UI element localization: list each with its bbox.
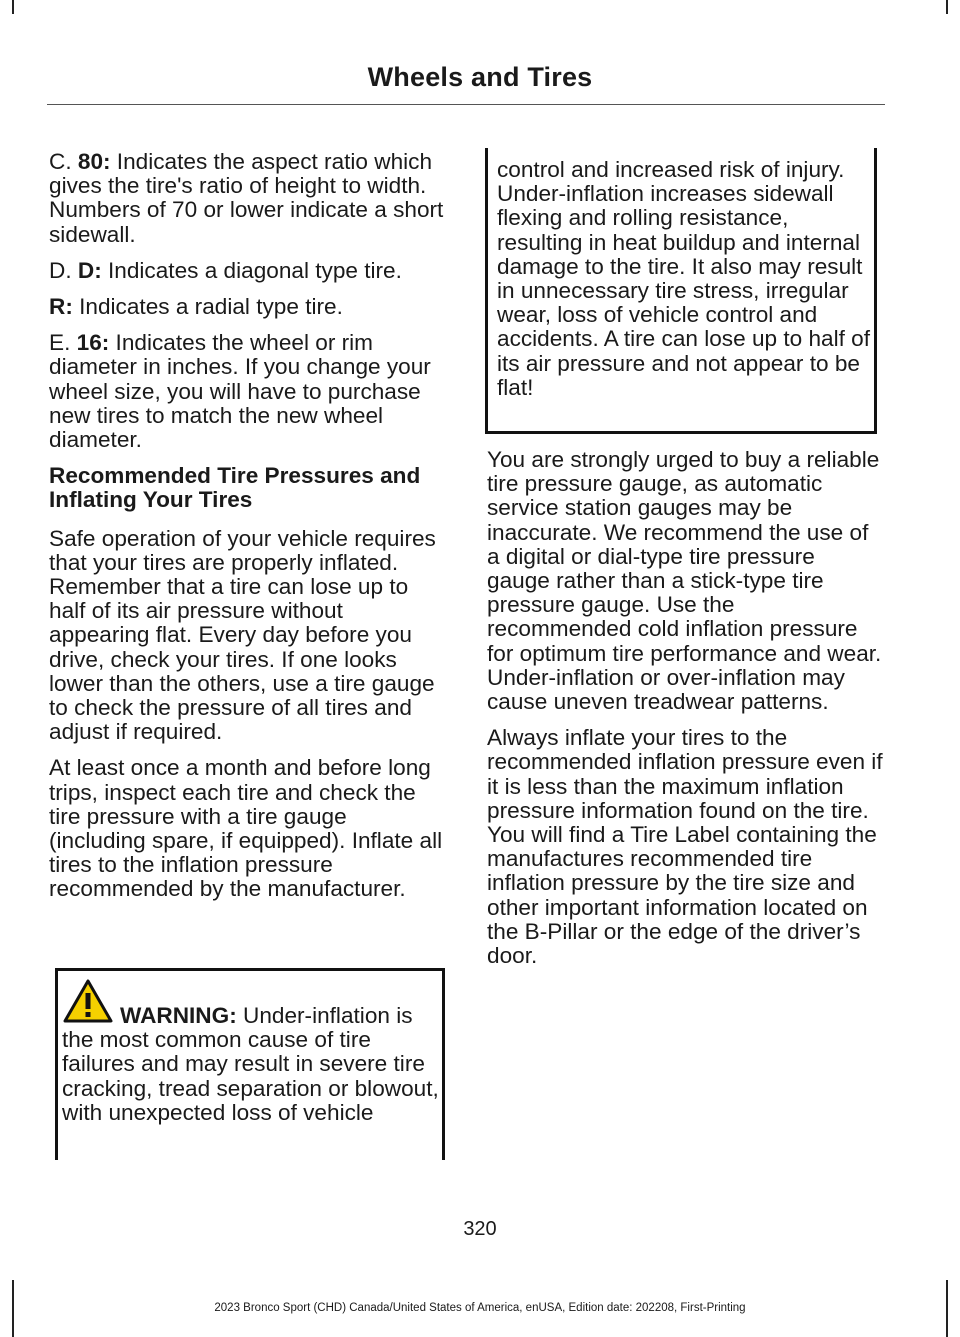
item-diagonal: D. D: Indicates a diagonal type tire.: [49, 257, 402, 283]
paragraph-inflate-tires: Always inflate your tires to the recommended inflation pressure even if it is less than the maximum inflation pressure information found on the tire. You will find a Tire Label containing the manufactures recommended tire inflation pressure by the tire size and other important information located on the B-Pillar or the edge of the driver’s door.: [487, 725, 883, 969]
right-column: [487, 448, 883, 980]
page-title: Wheels and Tires: [367, 62, 593, 92]
warning-label: WARNING:: [120, 1003, 237, 1028]
section-heading: Recommended Tire Pressures and Inflating Your Tires: [49, 463, 421, 513]
item-rim-diameter: E. 16: Indicates the wheel or rim diameter in inches. If you change your wheel size, you will have to purchase new tires to match the new wheel diameter.: [49, 330, 431, 453]
paragraph-safe-operation: Safe operation of your vehicle requires that your tires are properly inflated. Remember that a tire can lose up to half of its air pressure without appearing flat. Every day before you drive, check your tires. If one looks lower than the others, use a tire gauge to check the pressure of all tires and adjust if required.: [49, 525, 436, 745]
header-divider: [47, 104, 885, 105]
item-aspect-ratio: C. 80: Indicates the aspect ratio which gives the tire's ratio of height to width. Numbers of 70 or lower indicate a short sidewall.: [49, 149, 444, 247]
crop-mark-top-left: [12, 0, 14, 14]
warning-text: WARNING: Under-inflation is the most common cause of tire failures and may result in severe tire cracking, tread separation or blowout, with unexpected loss of vehicle: [62, 1003, 439, 1125]
paragraph-monthly-check: At least once a month and before long trips, inspect each tire and check the tire pressure with a tire gauge (including spare, if equipped). Inflate all tires to the inflation pressure recommended by the manufacturer.: [49, 755, 443, 902]
item-radial: R: Indicates a radial type tire.: [49, 294, 343, 320]
warning-text-continued: control and increased risk of injury. Under-inflation increases sidewall flexing and rolling resistance, resulting in heat buildup and internal damage to the tire. It also may result in unnecessary tire stress, irregular wear, loss of vehicle control and accidents. A tire can lose up to half of its air pressure and not appear to be flat!: [497, 157, 871, 400]
page-number: 320: [463, 1218, 497, 1240]
footer-text: 2023 Bronco Sport (CHD) Canada/United States of America, enUSA, Edition date: 202208, First-Printing: [214, 1302, 746, 1314]
paragraph-pressure-gauge: You are strongly urged to buy a reliable tire pressure gauge, as automatic service station gauges may be inaccurate. We recommend the use of a digital or dial-type tire pressure gauge rather than a stick-type tire pressure gauge. Use the recommended cold inflation pressure for optimum tire performance and wear. Under-inflation or over-inflation may cause uneven treadwear patterns.: [487, 447, 882, 715]
left-column: [49, 150, 447, 914]
crop-mark-top-right: [946, 0, 948, 14]
